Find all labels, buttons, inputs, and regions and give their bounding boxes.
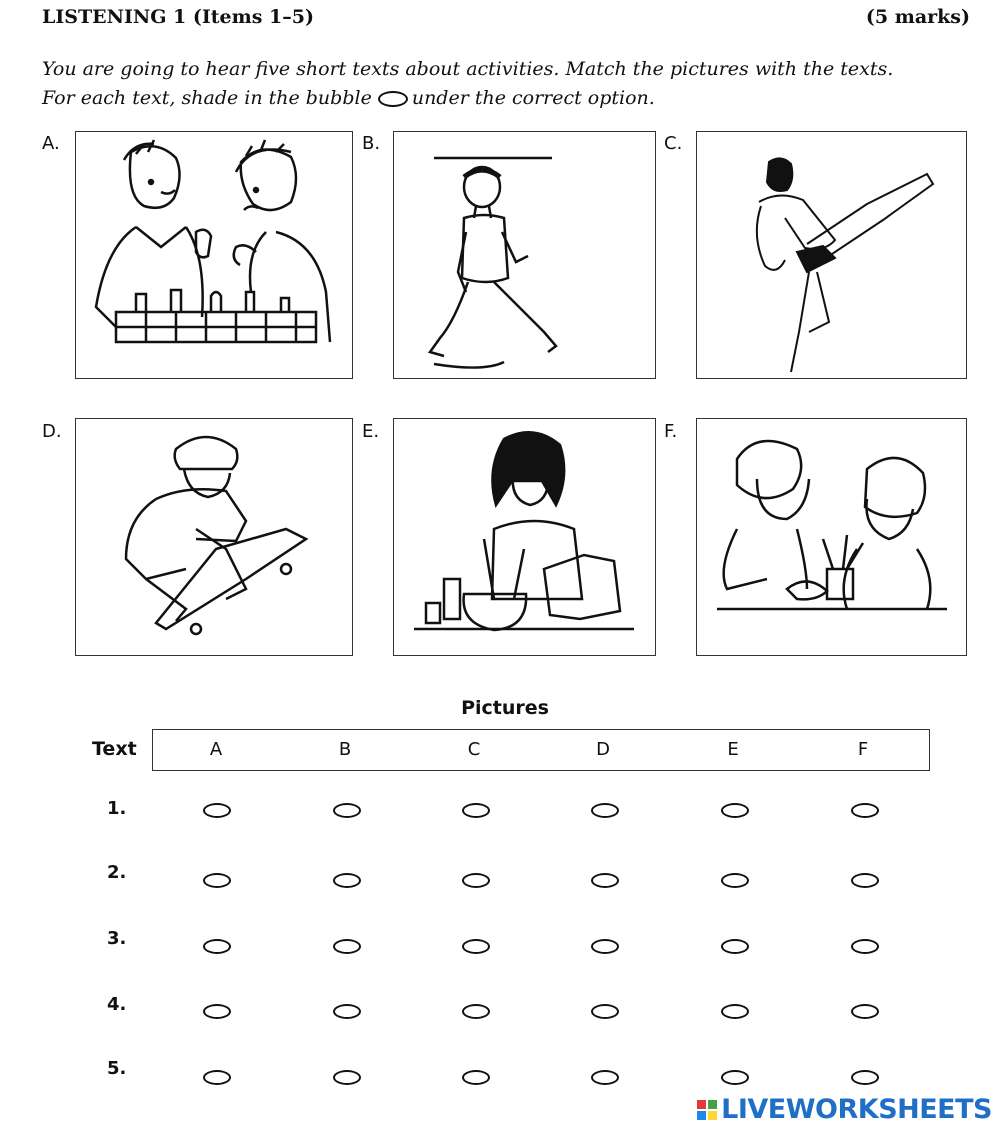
karate-kick-icon bbox=[697, 132, 966, 378]
picture-f bbox=[696, 418, 967, 656]
picture-label-a: A. bbox=[42, 133, 60, 154]
marks-label: (5 marks) bbox=[865, 6, 970, 28]
answer-bubble-2-c[interactable] bbox=[462, 873, 490, 888]
answer-bubble-3-b[interactable] bbox=[333, 939, 361, 954]
picture-label-b: B. bbox=[362, 133, 381, 154]
answer-bubble-4-c[interactable] bbox=[462, 1004, 490, 1019]
answer-bubble-4-a[interactable] bbox=[203, 1004, 231, 1019]
instructions-line-1: You are going to hear five short texts about activities. Match the pictures with the texts. bbox=[42, 58, 894, 80]
column-header-f: F bbox=[857, 739, 869, 760]
picture-label-e: E. bbox=[362, 421, 380, 442]
answer-bubble-2-a[interactable] bbox=[203, 873, 231, 888]
row-label-5: 5. bbox=[107, 1058, 127, 1079]
answer-bubble-1-c[interactable] bbox=[462, 803, 490, 818]
picture-e bbox=[393, 418, 656, 656]
answer-bubble-3-c[interactable] bbox=[462, 939, 490, 954]
chess-players-icon bbox=[76, 132, 352, 378]
logo-text: LIVEWORKSHEETS bbox=[721, 1094, 992, 1125]
column-header-e: E bbox=[727, 739, 739, 760]
answer-bubble-5-a[interactable] bbox=[203, 1070, 231, 1085]
picture-label-d: D. bbox=[42, 421, 62, 442]
row-label-4: 4. bbox=[107, 994, 127, 1015]
picture-label-f: F. bbox=[664, 421, 678, 442]
answer-bubble-5-c[interactable] bbox=[462, 1070, 490, 1085]
column-header-c: C bbox=[467, 739, 481, 760]
picture-a bbox=[75, 131, 353, 379]
column-header-d: D bbox=[596, 739, 610, 760]
row-label-1: 1. bbox=[107, 798, 127, 819]
answer-bubble-3-a[interactable] bbox=[203, 939, 231, 954]
answer-bubble-2-e[interactable] bbox=[721, 873, 749, 888]
runner-icon bbox=[394, 132, 655, 378]
answer-bubble-2-b[interactable] bbox=[333, 873, 361, 888]
painting-women-icon bbox=[697, 419, 966, 655]
row-header: Text bbox=[92, 738, 137, 760]
liveworksheets-logo bbox=[697, 1094, 992, 1125]
answer-bubble-2-d[interactable] bbox=[591, 873, 619, 888]
logo-icon bbox=[697, 1100, 717, 1120]
answer-bubble-1-f[interactable] bbox=[851, 803, 879, 818]
row-label-3: 3. bbox=[107, 928, 127, 949]
instructions bbox=[42, 55, 972, 113]
column-header-b: B bbox=[338, 739, 352, 760]
answer-bubble-2-f[interactable] bbox=[851, 873, 879, 888]
answer-bubble-5-f[interactable] bbox=[851, 1070, 879, 1085]
answer-bubble-4-d[interactable] bbox=[591, 1004, 619, 1019]
answer-bubble-1-d[interactable] bbox=[591, 803, 619, 818]
answer-bubble-5-d[interactable] bbox=[591, 1070, 619, 1085]
instructions-line-2: For each text, shade in the bubble under the correct option. bbox=[42, 87, 655, 109]
answer-bubble-4-b[interactable] bbox=[333, 1004, 361, 1019]
page-header bbox=[42, 6, 970, 28]
bubble-example-icon bbox=[378, 91, 408, 107]
answer-bubble-3-d[interactable] bbox=[591, 939, 619, 954]
picture-d bbox=[75, 418, 353, 656]
answer-bubble-1-b[interactable] bbox=[333, 803, 361, 818]
answer-bubble-3-f[interactable] bbox=[851, 939, 879, 954]
answer-bubble-4-e[interactable] bbox=[721, 1004, 749, 1019]
picture-b bbox=[393, 131, 656, 379]
skateboarder-icon bbox=[76, 419, 352, 655]
answer-bubble-1-a[interactable] bbox=[203, 803, 231, 818]
column-header-box bbox=[152, 729, 930, 771]
picture-c bbox=[696, 131, 967, 379]
answer-bubble-4-f[interactable] bbox=[851, 1004, 879, 1019]
row-label-2: 2. bbox=[107, 862, 127, 883]
table-title: Pictures bbox=[461, 697, 549, 719]
section-title: LISTENING 1 (Items 1–5) bbox=[42, 6, 314, 28]
answer-bubble-3-e[interactable] bbox=[721, 939, 749, 954]
answer-bubble-5-e[interactable] bbox=[721, 1070, 749, 1085]
column-header-a: A bbox=[209, 739, 223, 760]
answer-bubble-5-b[interactable] bbox=[333, 1070, 361, 1085]
cooking-girl-icon bbox=[394, 419, 655, 655]
picture-label-c: C. bbox=[664, 133, 683, 154]
answer-bubble-1-e[interactable] bbox=[721, 803, 749, 818]
